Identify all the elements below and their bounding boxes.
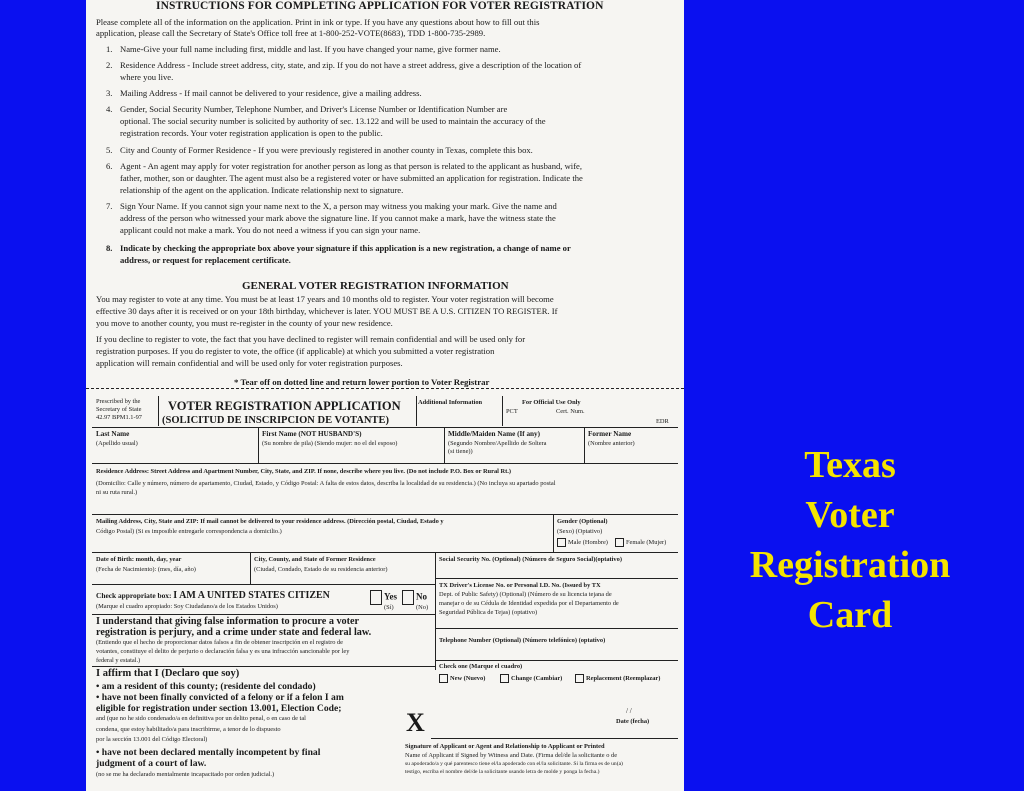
ssn-label: Social Security No. (Optional) (Número de Seguro Social)(optativo) [439,556,622,563]
date-slashes: / / [626,707,632,715]
perjury-statement-es: (Entiendo que el hecho de proporcionar datos falsos a fin de obtener inscripción en el registro de [96,639,344,646]
citizen-no-option[interactable]: No [402,590,427,605]
instruction-item-cont: optional. The social security number is solicited by authority of sec. 13.122 and will be used to maintain the accuracy of the [120,116,546,126]
citizen-question-es: (Marque el cuadro apropiado: Soy Ciudadano/a de los Estados Unidos) [96,603,278,610]
female-checkbox[interactable] [615,538,624,547]
instruction-item: 7. Sign Your Name. If you cannot sign your name next to the X, a person may witness you making your mark. Give the name and [106,201,557,211]
instruction-item-cont: father, mother, son or daughter. The agent must also be a registered voter or have submitted an application for registration. Indicate the [120,173,583,183]
affirm-felon: • have not been finally convicted of a felony or if a felon I am [96,692,344,703]
affirm-resident: • am a resident of this county; (residente del condado) [96,681,316,692]
form-subtitle: (SOLICITUD DE INSCRIPCION DE VOTANTE) [162,415,389,426]
mailing-label-es: Código Postal) (Si es imposible entregarle correspondencia a domicilio.) [96,528,282,535]
instruction-item: 3. Mailing Address - If mail cannot be delivered to your residence, give a mailing address. [106,88,422,98]
former-city-label: City, County, and State of Former Residence [254,556,376,563]
male-checkbox[interactable] [557,538,566,547]
instruction-item: 8. Indicate by checking the appropriate box above your signature if this application is a new registration, a change of name or [106,243,571,253]
instruction-item: 2. Residence Address - Include street address, city, state, and zip. If you do not have a street address, give a description of the location of [106,60,582,70]
yes-es: (Sí) [384,604,394,611]
citizen-yes-option[interactable]: Yes [370,590,397,605]
gender-label: Gender (Optional) [557,518,608,525]
gender-label-es: (Sexo) (Optativo) [557,528,603,535]
dob-label: Date of Birth: month, day, year [96,556,182,563]
affirm-felon-es: por la sección 13.001 del Código Electoral) [96,736,208,743]
side-title-line: Card [807,594,893,636]
check-one-label: Check one (Marque el cuadro) [439,663,523,670]
replacement-option[interactable]: Replacement (Reemplazar) [575,674,660,683]
side-title [700,440,1000,640]
form-title: VOTER REGISTRATION APPLICATION [168,399,401,413]
perjury-statement-es: votantes, constituye el delito de perjurio o declaración falsa y es una infracción sancionable por ley [96,648,350,655]
general-info-title: GENERAL VOTER REGISTRATION INFORMATION [242,280,509,292]
first-name-label: First Name (NOT HUSBAND'S) [262,430,362,438]
gender-male-option[interactable]: Male (Hombre) [557,538,608,547]
edr-label: EDR [656,418,669,425]
affirm-felon-es: and (que no he sido condenado/a en definitiva por un delito penal, o en caso de tal [96,715,306,722]
divider [435,552,436,670]
new-checkbox[interactable] [439,674,448,683]
last-name-label: Last Name [96,430,130,438]
residence-label-es: (Domicilio: Calle y número, número de apartamento, Ciudad, Estado, y Código Postal: A falta de estos datos, describa la localidad de su residencia.) (No incluya su apartado postal [96,480,556,487]
additional-info-label: Additional Information [418,399,483,406]
instruction-item: 1. Name-Give your full name including first, middle and last. If you have changed your name, give former name. [106,44,501,54]
divider [158,396,159,426]
instruction-item: 4. Gender, Social Security Number, Telephone Number, and Driver's License Number or Identification Number are [106,104,508,114]
dl-label-cont: Dept. of Public Safety) (Optional) (Número de su licencia tejana de [439,591,612,598]
residence-label: Residence Address: Street Address and Apartment Number, City, State, and ZIP. If none, describe where you live. (Do not include P.O. Box or Rural Rt.) [96,468,511,475]
general-line: you move to another county, you must re-register in the county of your new residence. [96,318,393,328]
row-border [435,660,678,661]
divider [584,427,585,463]
instruction-item-cont: address, or request for replacement certificate. [120,255,291,265]
no-checkbox[interactable] [402,590,414,605]
date-label: Date (fecha) [616,718,650,725]
instruction-item: 6. Agent - An agent may apply for voter registration for another person as long as that person is related to the applicant as husband, wife, [106,161,583,171]
registration-document [86,0,684,791]
affirm-incompetent: judgment of a court of law. [96,758,207,769]
decline-line: application will remain confidential and will be used only for voter registration purposes. [96,358,403,368]
gender-female-option[interactable]: Female (Mujer) [615,538,666,547]
affirm-incompetent: • have not been declared mentally incompetent by final [96,747,321,758]
change-checkbox[interactable] [500,674,509,683]
row-border [92,427,678,428]
replacement-checkbox[interactable] [575,674,584,683]
signature-label-cont: su apoderado/a y qué parentesco tiene el/la apoderado con el/la solicitante. Si la firma es de un(a) [405,761,623,767]
divider [553,514,554,552]
tear-line [86,388,684,389]
row-border [92,463,678,464]
row-border [92,584,435,585]
signature-line[interactable] [431,738,678,739]
instruction-item-cont: registration records. Your voter registration application is open to the public. [120,128,383,138]
perjury-statement: I understand that giving false information to procure a voter [96,616,360,627]
instruction-item-cont: applicant could not make a mark. You do not need a witness if you can sign your name. [120,225,421,235]
divider [502,396,503,426]
general-line: effective 30 days after it is received or on your 18th birthday, whichever is later. YOU MUST BE A U.S. CITIZEN TO REGISTER. If [96,306,558,316]
intro-line: application, please call the Secretary of State's Office toll free at 1-800-252-VOTE(8683), TDD 1-800-735-2989. [96,28,486,38]
affirm-incompetent-es: (no se me ha declarado mentalmente incapacitado por orden judicial.) [96,771,275,778]
former-name-label-es: (Nombre anterior) [588,440,635,447]
divider [416,396,417,426]
instructions-title: INSTRUCTIONS FOR COMPLETING APPLICATION FOR VOTER REGISTRATION [156,0,604,12]
former-city-label-es: (Ciudad, Condado, Estado de su residencia anterior) [254,566,388,573]
middle-name-label: Middle/Maiden Name (If any) [448,430,541,438]
perjury-statement-es: federal y estatal.) [96,657,141,664]
residence-label-es: ni su ruta rural.) [96,489,138,496]
dob-label-es: (Fecha de Nacimiento): (mes, día, año) [96,566,196,573]
prescribed-line: Secretary of State [96,406,142,413]
pct-label: PCT [506,408,518,415]
former-name-label: Former Name [588,430,632,438]
instruction-item-cont: address of the person who witnessed your mark above the signature line. If you cannot make a mark, have the witness state the [120,213,556,223]
tear-off-label: * Tear off on dotted line and return lower portion to Voter Registrar [234,377,490,387]
prescribed-line: 42.97 BPM1.1-97 [96,414,142,421]
row-border [92,514,678,515]
citizen-question: Check appropriate box: I AM A UNITED STATES CITIZEN [96,590,330,601]
instruction-item: 5. City and County of Former Residence - If you were previously registered in another county in Texas, complete this box. [106,145,533,155]
row-border [435,628,678,629]
dl-label-cont: Seguridad Pública de Tejas) (optativo) [439,609,538,616]
row-border [92,614,435,615]
mailing-label: Mailing Address, City, State and ZIP: If mail cannot be delivered to your residence address. (Dirección postal, Ciudad, Estado y [96,518,444,525]
general-line: You may register to vote at any time. You must be at least 17 years and 10 months old to register. Your voter registration will become [96,294,554,304]
change-option[interactable]: Change (Cambiar) [500,674,562,683]
no-es: (No) [416,604,429,611]
side-title-line: Voter [805,494,895,536]
first-name-label-es: (Su nombre de pila) (Siendo mujer: no el del esposo) [262,440,398,447]
dl-label: TX Driver's License No. or Personal I.D. No. (Issued by TX [439,582,601,589]
signature-label-cont: testigo, escriba el nombre del/de la solicitante usando letra de molde y ponga la fecha.) [405,769,600,775]
decline-line: registration purposes. If you do register to vote, the office (if applicable) at which you submitted a voter registration [96,346,495,356]
affirm-label: I affirm that I (Declaro que soy) [96,668,240,679]
cert-num-label: Cert. Num. [556,408,585,415]
row-border [92,666,435,667]
divider [444,427,445,463]
side-title-line: Registration [749,544,951,586]
perjury-statement: registration is perjury, and a crime under state and federal law. [96,627,372,638]
row-border [92,552,678,553]
affirm-felon: eligible for registration under section 13.001, Election Code; [96,703,342,714]
divider [258,427,259,463]
prescribed-line: Prescribed by the [96,398,141,405]
official-use-label: For Official Use Only [522,399,581,406]
affirm-felon-es: condena, que estoy habilitado/a para inscribirme, a tenor de lo dispuesto [96,726,281,733]
decline-line: If you decline to register to vote, the fact that you have declined to register will remain confidential and will be used only for [96,334,526,344]
middle-name-label-es: (si tiene)) [448,448,473,455]
new-option[interactable]: New (Nuevo) [439,674,485,683]
signature-label: Signature of Applicant or Agent and Relationship to Applicant or Printed [405,743,605,750]
instruction-item-cont: where you live. [120,72,174,82]
intro-line: Please complete all of the information on the application. Print in ink or type. If you have any questions about how to fill out this [96,17,540,27]
middle-name-label-es: (Segundo Nombre/Apellido de Soltera [448,440,547,447]
divider [250,552,251,584]
instruction-item-cont: relationship of the agent on the application. Indicate relationship next to signature. [120,185,404,195]
signature-x-mark: X [406,708,425,737]
yes-checkbox[interactable] [370,590,382,605]
dl-label-cont: manejar o de su Cédula de Identidad expedida por el Departamento de [439,600,619,607]
row-border [435,578,678,579]
side-title-line: Texas [804,444,896,486]
phone-label: Telephone Number (Optional) (Número telefónico) (optativo) [439,637,606,644]
last-name-label-es: (Apellido usual) [96,440,138,447]
signature-label-cont: Name of Applicant if Signed by Witness and Date. (Firma del/de la solicitante o de [405,752,618,759]
